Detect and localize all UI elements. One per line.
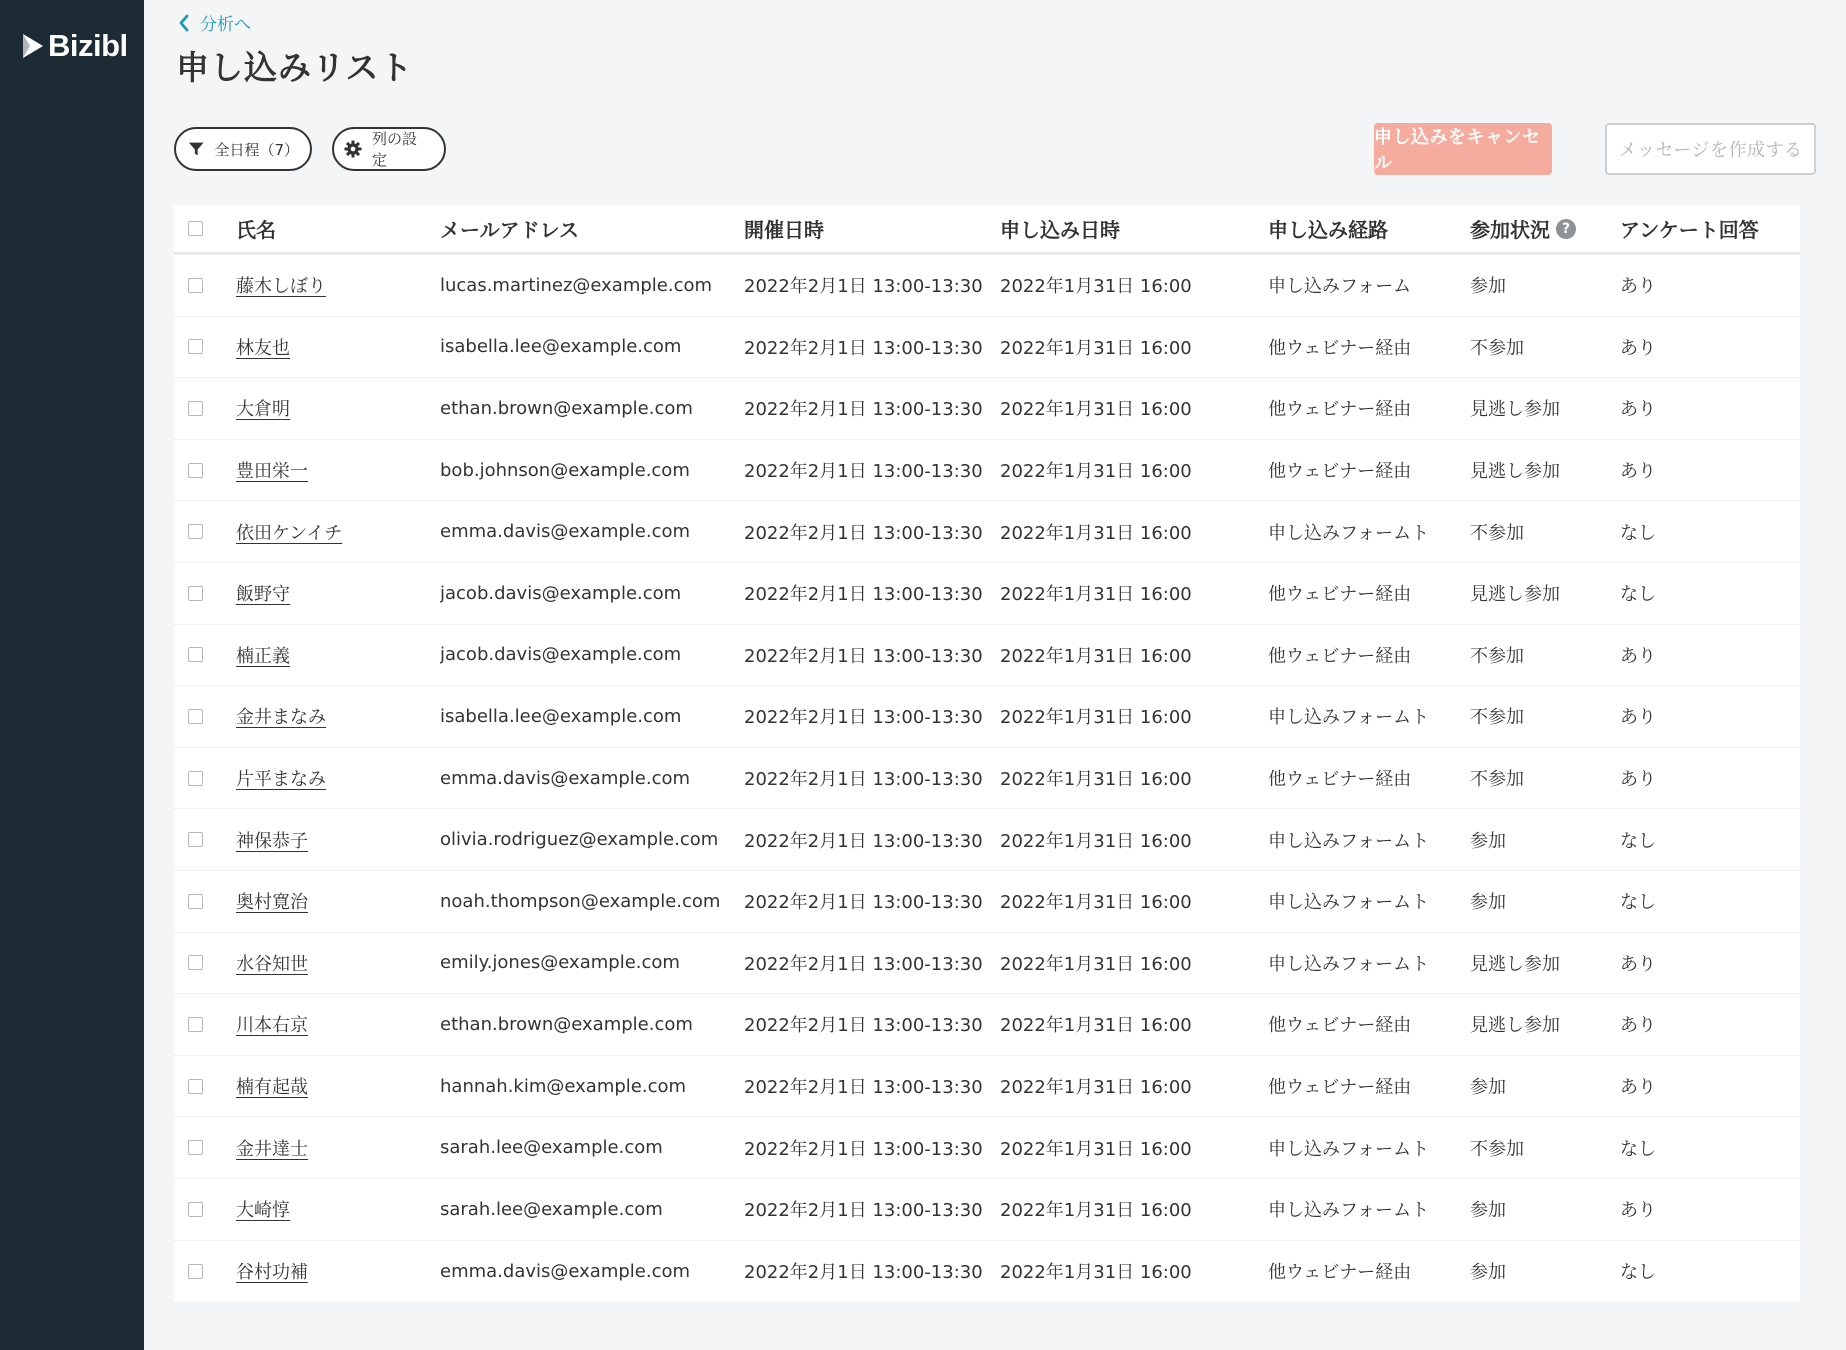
applied-datetime-cell: 2022年1月31日 16:00 [1000,1200,1192,1222]
name-cell [236,395,440,421]
gear-icon [344,139,362,159]
back-link-label: 分析へ [200,15,251,35]
status-cell: 不参加 [1470,645,1524,667]
row-checkbox-cell [174,586,236,601]
applied-datetime-cell: 2022年1月31日 16:00 [1000,892,1192,914]
route-cell: 他ウェビナー経由 [1268,769,1412,791]
column-settings-button[interactable] [332,127,446,171]
table-row [174,1056,1800,1118]
status-cell: 不参加 [1470,769,1524,791]
table-row [174,933,1800,995]
applicant-name-link[interactable]: 片平まなみ [236,769,326,791]
event-datetime-cell: 2022年2月1日 13:00-13:30 [744,1138,983,1160]
applicant-name-link[interactable]: 楠有起哉 [236,1077,308,1099]
cancel-application-button[interactable]: 申し込みをキャンセル [1374,123,1552,175]
survey-cell: あり [1620,1200,1656,1222]
table-row [174,563,1800,625]
survey-cell: あり [1620,953,1656,975]
row-checkbox-cell [174,1017,236,1032]
applied-datetime-cell: 2022年1月31日 16:00 [1000,337,1192,359]
email-cell: jacob.davis@example.com [440,644,682,666]
name-cell [236,519,440,545]
row-checkbox-cell [174,832,236,847]
route-cell: 他ウェビナー経由 [1268,645,1412,667]
applicant-name-link[interactable]: 金井達士 [236,1138,308,1160]
back-to-analysis-link[interactable] [178,10,251,35]
compose-message-button[interactable]: メッセージを作成する [1605,123,1816,175]
route-cell: 申し込みフォームト [1268,830,1430,852]
event-datetime-cell: 2022年2月1日 13:00-13:30 [744,1015,983,1037]
applicant-name-link[interactable]: 水谷知世 [236,953,308,975]
applied-datetime-cell: 2022年1月31日 16:00 [1000,276,1192,298]
table-row [174,625,1800,687]
route-cell: 他ウェビナー経由 [1268,1077,1412,1099]
event-datetime-cell: 2022年2月1日 13:00-13:30 [744,830,983,852]
survey-cell: なし [1620,522,1656,544]
row-checkbox[interactable] [188,771,203,786]
row-checkbox-cell [174,463,236,478]
status-cell: 不参加 [1470,1138,1524,1160]
status-cell: 参加 [1470,276,1506,298]
table-body [174,255,1800,1302]
select-all-checkbox[interactable] [188,221,203,236]
email-cell: lucas.martinez@example.com [440,274,713,296]
applied-datetime-cell: 2022年1月31日 16:00 [1000,830,1192,852]
bizibl-logo[interactable] [20,28,128,64]
applicant-name-link[interactable]: 飯野守 [236,584,290,606]
name-cell [236,1196,440,1222]
row-checkbox[interactable] [188,463,203,478]
row-checkbox[interactable] [188,278,203,293]
route-cell: 他ウェビナー経由 [1268,1262,1412,1284]
status-cell: 不参加 [1470,337,1524,359]
event-datetime-cell: 2022年2月1日 13:00-13:30 [744,522,983,544]
row-checkbox-cell [174,1079,236,1094]
name-cell [236,1011,440,1037]
email-cell: emma.davis@example.com [440,767,691,789]
survey-cell: なし [1620,584,1656,606]
row-checkbox-cell [174,524,236,539]
applicant-name-link[interactable]: 神保恭子 [236,830,308,852]
row-checkbox[interactable] [188,339,203,354]
header-status[interactable] [1470,214,1620,243]
applicant-name-link[interactable]: 大倉明 [236,399,290,421]
table-row [174,686,1800,748]
name-cell [236,1073,440,1099]
row-checkbox-cell [174,1202,236,1217]
survey-cell: あり [1620,461,1656,483]
email-cell: jacob.davis@example.com [440,582,682,604]
row-checkbox[interactable] [188,1017,203,1032]
header-checkbox-cell [174,221,236,236]
table-row [174,809,1800,871]
row-checkbox[interactable] [188,1264,203,1279]
column-settings-label: 列の設定 [372,130,418,169]
route-cell: 他ウェビナー経由 [1268,1015,1412,1037]
name-cell [236,272,440,298]
page-title: 申し込みリスト [176,48,414,87]
applicant-name-link[interactable]: 大崎惇 [236,1200,290,1222]
table-row [174,255,1800,317]
survey-cell: あり [1620,276,1656,298]
route-cell: 申し込みフォームト [1268,953,1430,975]
email-cell: noah.thompson@example.com [440,890,721,912]
applied-datetime-cell: 2022年1月31日 16:00 [1000,953,1192,975]
row-checkbox[interactable] [188,401,203,416]
status-cell: 参加 [1470,892,1506,914]
route-cell: 申し込みフォームト [1268,522,1430,544]
table-row [174,501,1800,563]
row-checkbox-cell [174,955,236,970]
route-cell: 申し込みフォームト [1268,707,1430,729]
event-datetime-cell: 2022年2月1日 13:00-13:30 [744,461,983,483]
status-cell: 参加 [1470,1077,1506,1099]
header-event-datetime[interactable]: 開催日時 [744,218,824,242]
name-cell [236,765,440,791]
row-checkbox[interactable] [188,647,203,662]
applicant-name-link[interactable]: 豊田栄一 [236,461,308,483]
email-cell: hannah.kim@example.com [440,1075,687,1097]
email-cell: ethan.brown@example.com [440,397,693,419]
name-cell [236,457,440,483]
status-cell: 見逃し参加 [1470,399,1560,421]
status-cell: 不参加 [1470,707,1524,729]
table-row [174,748,1800,810]
name-cell [236,334,440,360]
survey-cell: あり [1620,1077,1656,1099]
table-row [174,1179,1800,1241]
header-email[interactable]: メールアドレス [440,218,579,242]
applicant-name-link[interactable]: 奥村寛治 [236,892,308,914]
row-checkbox-cell [174,709,236,724]
email-cell: emma.davis@example.com [440,521,691,543]
filter-label: 全日程（7） [214,140,300,159]
logo-text: Bizibl [48,28,128,63]
route-cell: 申し込みフォームト [1268,1200,1430,1222]
survey-cell: なし [1620,892,1656,914]
email-cell: ethan.brown@example.com [440,1013,693,1035]
row-checkbox[interactable] [188,524,203,539]
event-datetime-cell: 2022年2月1日 13:00-13:30 [744,1200,983,1222]
route-cell: 他ウェビナー経由 [1268,584,1412,606]
row-checkbox[interactable] [188,1079,203,1094]
sidebar [0,0,144,1350]
row-checkbox-cell [174,339,236,354]
row-checkbox[interactable] [188,1202,203,1217]
table-header [174,205,1800,255]
table-row [174,317,1800,379]
name-cell [236,1135,440,1161]
header-route[interactable]: 申し込み経路 [1268,218,1388,242]
status-cell: 見逃し参加 [1470,953,1560,975]
applications-table [174,205,1800,1302]
status-cell: 見逃し参加 [1470,584,1560,606]
table-row [174,1117,1800,1179]
applied-datetime-cell: 2022年1月31日 16:00 [1000,769,1192,791]
name-cell [236,950,440,976]
survey-cell: あり [1620,707,1656,729]
applied-datetime-cell: 2022年1月31日 16:00 [1000,1015,1192,1037]
email-cell: emily.jones@example.com [440,952,680,974]
applied-datetime-cell: 2022年1月31日 16:00 [1000,1077,1192,1099]
survey-cell: あり [1620,769,1656,791]
schedule-filter-button[interactable] [174,127,312,171]
email-cell: isabella.lee@example.com [440,705,682,727]
survey-cell: なし [1620,830,1656,852]
applicant-name-link[interactable]: 林友也 [236,337,290,359]
status-cell: 参加 [1470,1262,1506,1284]
table-row [174,1241,1800,1303]
survey-cell: あり [1620,337,1656,359]
route-cell: 申し込みフォーム [1268,276,1412,298]
event-datetime-cell: 2022年2月1日 13:00-13:30 [744,645,983,667]
applicant-name-link[interactable]: 依田ケンイチ [236,522,343,544]
name-cell [236,703,440,729]
applied-datetime-cell: 2022年1月31日 16:00 [1000,522,1192,544]
row-checkbox[interactable] [188,586,203,601]
event-datetime-cell: 2022年2月1日 13:00-13:30 [744,584,983,606]
status-cell: 参加 [1470,830,1506,852]
route-cell: 他ウェビナー経由 [1268,461,1412,483]
row-checkbox-cell [174,278,236,293]
email-cell: sarah.lee@example.com [440,1137,663,1159]
applied-datetime-cell: 2022年1月31日 16:00 [1000,399,1192,421]
event-datetime-cell: 2022年2月1日 13:00-13:30 [744,276,983,298]
applied-datetime-cell: 2022年1月31日 16:00 [1000,707,1192,729]
route-cell: 申し込みフォームト [1268,1138,1430,1160]
email-cell: bob.johnson@example.com [440,459,690,481]
play-logo-icon [20,32,46,60]
row-checkbox-cell [174,894,236,909]
event-datetime-cell: 2022年2月1日 13:00-13:30 [744,337,983,359]
applicant-name-link[interactable]: 楠正義 [236,645,290,667]
name-cell [236,642,440,668]
name-cell [236,827,440,853]
survey-cell: あり [1620,645,1656,667]
event-datetime-cell: 2022年2月1日 13:00-13:30 [744,769,983,791]
survey-cell: なし [1620,1262,1656,1284]
status-cell: 見逃し参加 [1470,461,1560,483]
row-checkbox[interactable] [188,709,203,724]
event-datetime-cell: 2022年2月1日 13:00-13:30 [744,1262,983,1284]
name-cell [236,888,440,914]
row-checkbox[interactable] [188,1140,203,1155]
row-checkbox-cell [174,1264,236,1279]
event-datetime-cell: 2022年2月1日 13:00-13:30 [744,953,983,975]
name-cell [236,580,440,606]
applicant-name-link[interactable]: 藤木しぼり [236,276,326,298]
applied-datetime-cell: 2022年1月31日 16:00 [1000,1138,1192,1160]
applied-datetime-cell: 2022年1月31日 16:00 [1000,645,1192,667]
row-checkbox[interactable] [188,894,203,909]
header-survey[interactable]: アンケート回答 [1620,218,1759,242]
row-checkbox[interactable] [188,955,203,970]
status-cell: 参加 [1470,1200,1506,1222]
email-cell: emma.davis@example.com [440,1260,691,1282]
applicant-name-link[interactable]: 谷村功補 [236,1262,308,1284]
route-cell: 他ウェビナー経由 [1268,399,1412,421]
header-status-label: 参加状況 [1470,218,1550,242]
route-cell: 他ウェビナー経由 [1268,337,1412,359]
row-checkbox[interactable] [188,832,203,847]
applicant-name-link[interactable]: 金井まなみ [236,707,326,729]
event-datetime-cell: 2022年2月1日 13:00-13:30 [744,1077,983,1099]
filter-icon [188,140,205,158]
event-datetime-cell: 2022年2月1日 13:00-13:30 [744,707,983,729]
table-row [174,994,1800,1056]
survey-cell: あり [1620,1015,1656,1037]
header-name[interactable]: 氏名 [236,218,276,242]
table-row [174,871,1800,933]
applied-datetime-cell: 2022年1月31日 16:00 [1000,461,1192,483]
chevron-left-icon [178,14,190,32]
event-datetime-cell: 2022年2月1日 13:00-13:30 [744,892,983,914]
table-row [174,378,1800,440]
event-datetime-cell: 2022年2月1日 13:00-13:30 [744,399,983,421]
route-cell: 申し込みフォームト [1268,892,1430,914]
survey-cell: なし [1620,1138,1656,1160]
row-checkbox-cell [174,401,236,416]
status-cell: 見逃し参加 [1470,1015,1560,1037]
email-cell: sarah.lee@example.com [440,1198,663,1220]
applied-datetime-cell: 2022年1月31日 16:00 [1000,584,1192,606]
survey-cell: あり [1620,399,1656,421]
help-icon[interactable]: ? [1556,219,1576,239]
row-checkbox-cell [174,647,236,662]
row-checkbox-cell [174,1140,236,1155]
name-cell [236,1258,440,1284]
status-cell: 不参加 [1470,522,1524,544]
header-applied-datetime[interactable]: 申し込み日時 [1000,218,1120,242]
email-cell: olivia.rodriguez@example.com [440,829,719,851]
applicant-name-link[interactable]: 川本右京 [236,1015,308,1037]
email-cell: isabella.lee@example.com [440,336,682,358]
table-row [174,440,1800,502]
row-checkbox-cell [174,771,236,786]
main-content [144,0,1846,1350]
applied-datetime-cell: 2022年1月31日 16:00 [1000,1262,1192,1284]
